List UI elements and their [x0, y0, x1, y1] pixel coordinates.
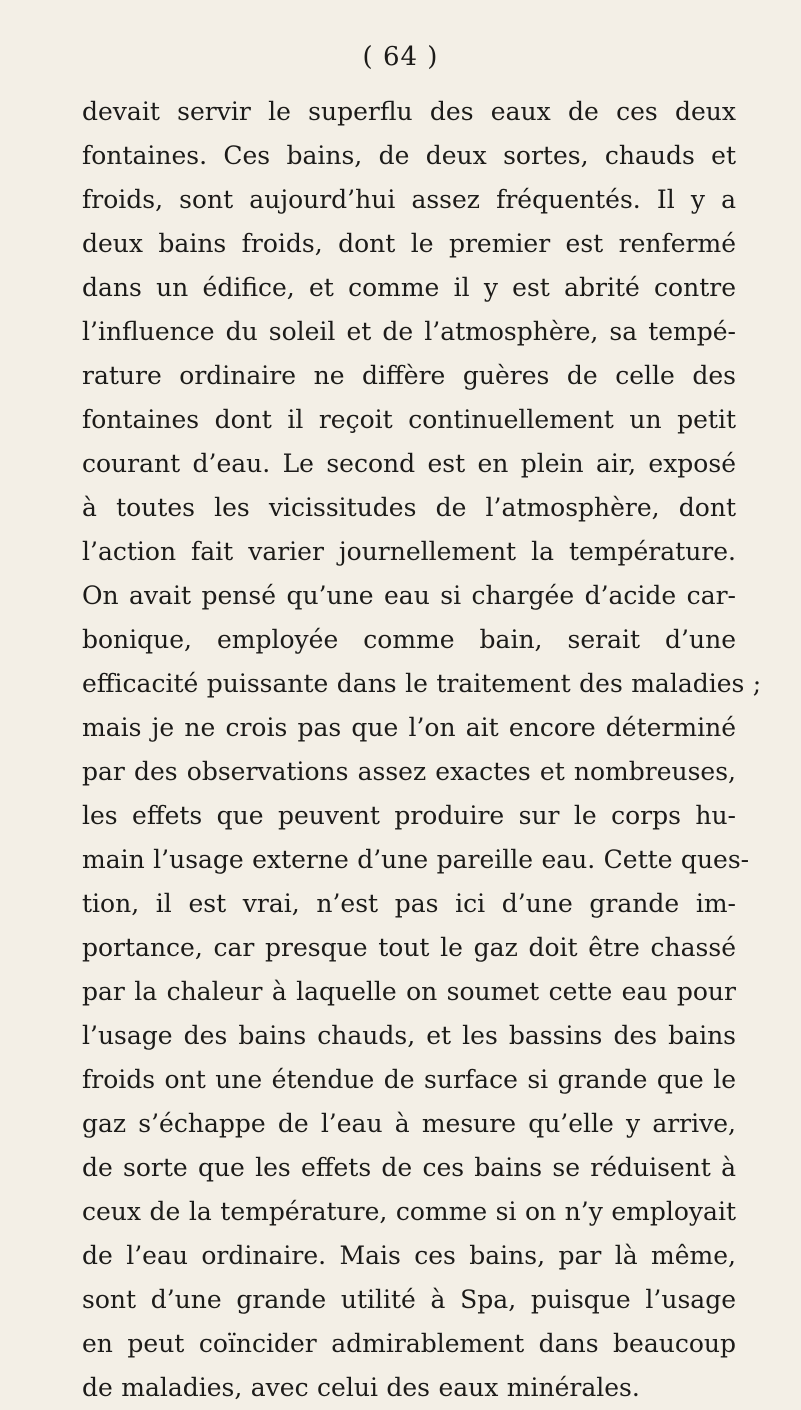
text-line: main l’usage externe d’une pareille eau. Cette ques- — [82, 845, 750, 874]
text-line: l’action fait varier journellement la température. — [82, 537, 736, 566]
text-line: à toutes les vicissitudes de l’atmosphère, dont — [82, 493, 736, 522]
text-line: les effets que peuvent produire sur le corps hu- — [82, 801, 736, 830]
body-text — [82, 90, 762, 1410]
text-line: fontaines dont il reçoit continuellement un petit — [82, 405, 736, 434]
text-line: courant d’eau. Le second est en plein air, exposé — [82, 449, 736, 478]
page-number: ( 64 ) — [362, 42, 439, 72]
text-line: froids, sont aujourd’hui assez fréquentés. Il y a — [82, 185, 736, 214]
text-line: rature ordinaire ne diffère guères de celle des — [82, 361, 736, 390]
text-line: deux bains froids, dont le premier est renfermé — [82, 229, 736, 258]
text-line: par des observations assez exactes et nombreuses, — [82, 757, 736, 786]
text-line: tion, il est vrai, n’est pas ici d’une grande im- — [82, 889, 736, 918]
text-line: ceux de la température, comme si on n’y employait — [82, 1197, 736, 1226]
text-line: de maladies, avec celui des eaux minérales. — [82, 1373, 640, 1402]
text-line: efficacité puissante dans le traitement des maladies ; — [82, 669, 762, 698]
text-line: de sorte que les effets de ces bains se réduisent à — [82, 1153, 736, 1182]
text-line: On avait pensé qu’une eau si chargée d’acide car- — [82, 581, 736, 610]
text-line: dans un édifice, et comme il y est abrité contre — [82, 273, 736, 302]
text-line: portance, car presque tout le gaz doit être chassé — [82, 933, 736, 962]
text-line: mais je ne crois pas que l’on ait encore déterminé — [82, 713, 736, 742]
text-line: sont d’une grande utilité à Spa, puisque l’usage — [82, 1285, 736, 1314]
text-line: gaz s’échappe de l’eau à mesure qu’elle y arrive, — [82, 1109, 736, 1138]
text-line: fontaines. Ces bains, de deux sortes, chauds et — [82, 141, 736, 170]
text-line: l’usage des bains chauds, et les bassins des bains — [82, 1021, 736, 1050]
text-line: bonique, employée comme bain, serait d’une — [82, 625, 736, 654]
text-line: de l’eau ordinaire. Mais ces bains, par là même, — [82, 1241, 736, 1270]
text-line: devait servir le superflu des eaux de ces deux — [82, 97, 736, 126]
text-line: en peut coïncider admirablement dans beaucoup — [82, 1329, 736, 1358]
text-line: l’influence du soleil et de l’atmosphère, sa tempé- — [82, 317, 736, 346]
text-line: par la chaleur à laquelle on soumet cette eau pour — [82, 977, 736, 1006]
text-line: froids ont une étendue de surface si grande que le — [82, 1065, 736, 1094]
